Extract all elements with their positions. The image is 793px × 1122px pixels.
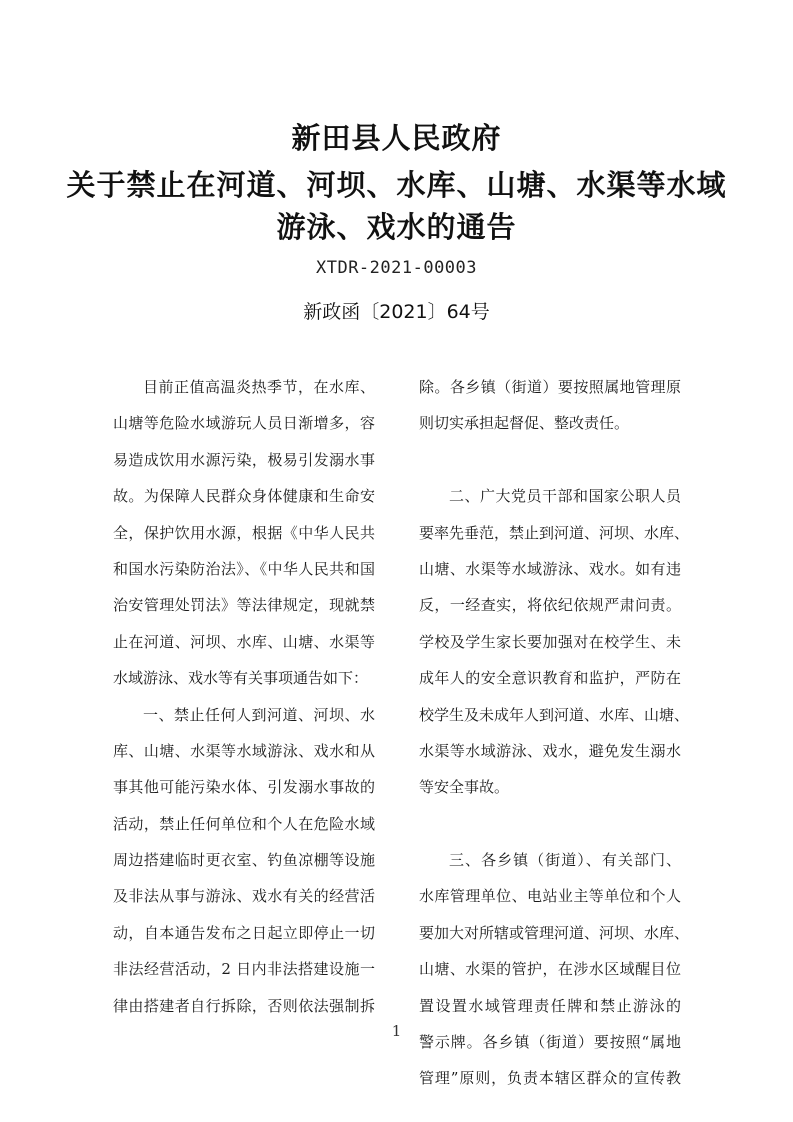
text-line: 校学生及未成年人到河道、水库、山塘、 <box>419 705 690 724</box>
right-column <box>419 369 690 1097</box>
text-line: 警示牌。各乡镇（街道）要按照“属地 <box>419 1033 681 1052</box>
text-line: 水渠等水域游泳、戏水，避免发生溺水 <box>419 741 681 760</box>
text-line: 学校及学生家长要加强对在校学生、未 <box>419 632 681 651</box>
text-line: 山塘等危险水域游玩人员日渐增多，容 <box>113 414 375 433</box>
text-line: 反，一经查实，将依纪依规严肃问责。 <box>419 596 681 615</box>
document-title-line-3: 游泳、戏水的通告 <box>276 210 517 244</box>
document-code: XTDR-2021-00003 <box>315 258 478 278</box>
text-line: 水库管理单位、电站业主等单位和个人 <box>419 887 681 906</box>
text-line: 则切实承担起督促、整改责任。 <box>419 414 630 433</box>
text-line: 二、广大党员干部和国家公职人员 <box>449 487 681 506</box>
text-line: 非法经营活动，2 日内非法搭建设施一 <box>113 960 375 979</box>
document-title-line-2: 关于禁止在河道、河坝、水库、山塘、水渠等水域 <box>66 168 727 202</box>
text-line: 故。为保障人民群众身体健康和生命安 <box>113 487 375 506</box>
text-line: 周边搭建临时更衣室、钓鱼凉棚等设施 <box>113 851 375 870</box>
text-line: 易造成饮用水源污染，极易引发溺水事 <box>113 450 375 469</box>
text-line: 等安全事故。 <box>419 778 510 797</box>
text-line: 除。各乡镇（街道）要按照属地管理原 <box>419 378 681 396</box>
text-line: 管理”原则，负责本辖区群众的宣传教 <box>419 1069 681 1088</box>
text-line: 治安管理处罚法》等法律规定，现就禁 <box>113 596 375 615</box>
page-number: 1 <box>391 1022 402 1040</box>
text-line: 置设置水域管理责任牌和禁止游泳的 <box>419 996 681 1015</box>
text-line: 及非法从事与游泳、戏水有关的经营活 <box>113 887 375 906</box>
paragraph-gap <box>419 806 681 842</box>
text-line: 要率先垂范，禁止到河道、河坝、水库、 <box>419 523 690 542</box>
text-line: 动，自本通告发布之日起立即停止一切 <box>113 923 375 942</box>
text-line: 水域游泳、戏水等有关事项通告如下： <box>113 669 369 688</box>
text-line: 止在河道、河坝、水库、山塘、水渠等 <box>113 632 375 651</box>
text-line: 山塘、水渠的管护，在涉水区域醒目位 <box>419 960 681 979</box>
text-line: 活动，禁止任何单位和个人在危险水域 <box>113 814 375 833</box>
document-title-line-1: 新田县人民政府 <box>291 121 502 155</box>
text-line: 和国水污染防治法》、《中华人民共和国 <box>113 559 375 578</box>
text-line: 三、各乡镇（街道）、有关部门、 <box>449 851 681 870</box>
text-line: 事其他可能污染水体、引发溺水事故的 <box>113 778 375 797</box>
text-line: 库、山塘、水渠等水域游泳、戏水和从 <box>113 741 375 760</box>
text-line: 山塘、水渠等水域游泳、戏水。如有违 <box>419 559 681 578</box>
document-number: 新政函〔2021〕64号 <box>303 301 490 323</box>
text-line: 成年人的安全意识教育和监护，严防在 <box>419 669 681 688</box>
paragraph-gap <box>419 442 681 478</box>
left-column <box>113 369 375 1024</box>
text-line: 要加大对所辖或管理河道、河坝、水库、 <box>419 923 690 942</box>
text-line: 全，保护饮用水源，根据《中华人民共 <box>113 523 375 542</box>
text-line: 目前正值高温炎热季节，在水库、 <box>143 378 375 396</box>
text-line: 律由搭建者自行拆除，否则依法强制拆 <box>113 996 375 1015</box>
text-line: 一、禁止任何人到河道、河坝、水 <box>143 705 375 724</box>
